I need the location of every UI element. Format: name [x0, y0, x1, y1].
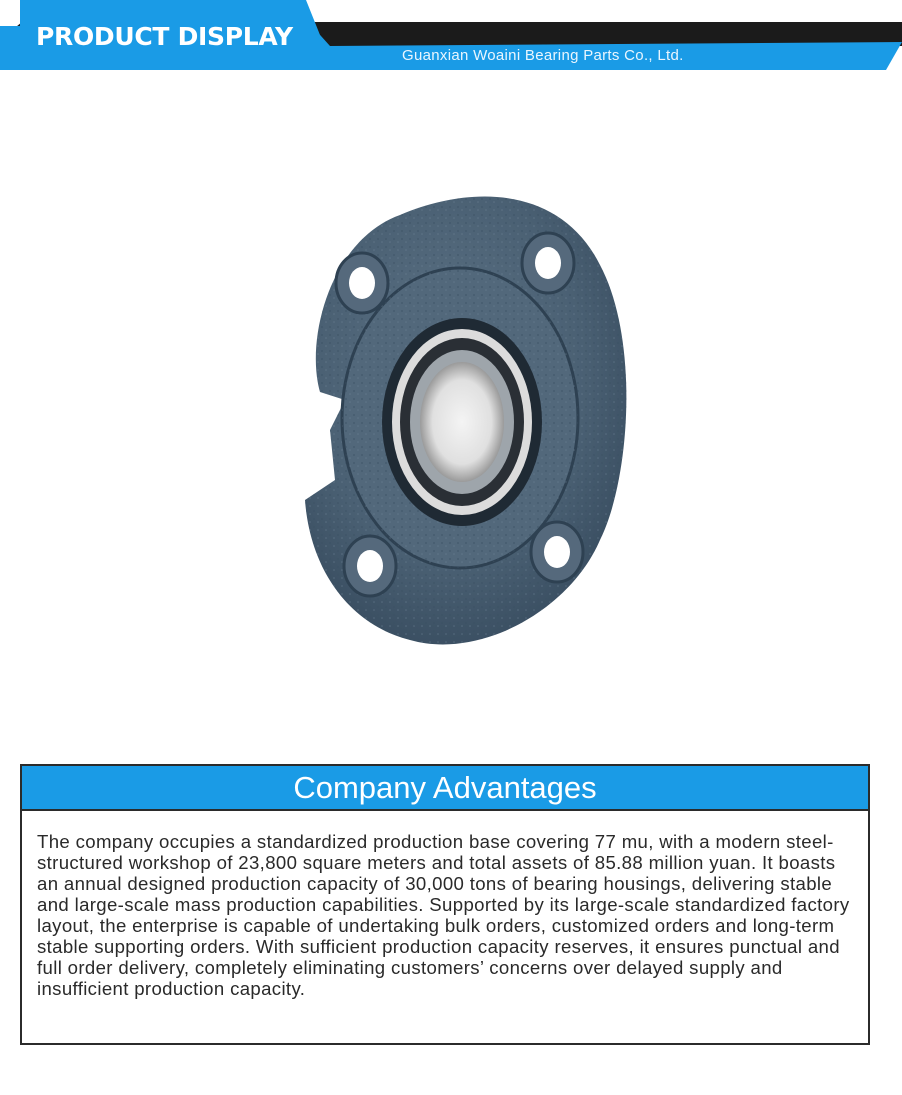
banner-title: PRODUCT DISPLAY [36, 22, 293, 51]
advantages-description: The company occupies a standardized production base covering 77 mu, with a modern steel-structured workshop of 23,800 square meters and total assets of 85.88 million yuan. It boasts an annual designed production capacity of 30,000 tons of bearing housings, delivering stable and large-scale mass production capabilities. Supported by its large-scale standardized factory layout, the enterprise is capable of undertaking bulk orders, customized orders and long-term stable supporting orders. With sufficient production capacity reserves, it ensures punctual and full order delivery, completely eliminating customers’ concerns over delayed supply and insufficient production capacity. [37, 831, 850, 999]
product-image [0, 100, 902, 740]
header-banner [0, 0, 902, 72]
bearing-housing-illustration [0, 100, 902, 740]
section-heading: Company Advantages [22, 766, 868, 811]
company-advantages-section [20, 764, 870, 1045]
company-name: Guanxian Woaini Bearing Parts Co., Ltd. [402, 47, 684, 64]
